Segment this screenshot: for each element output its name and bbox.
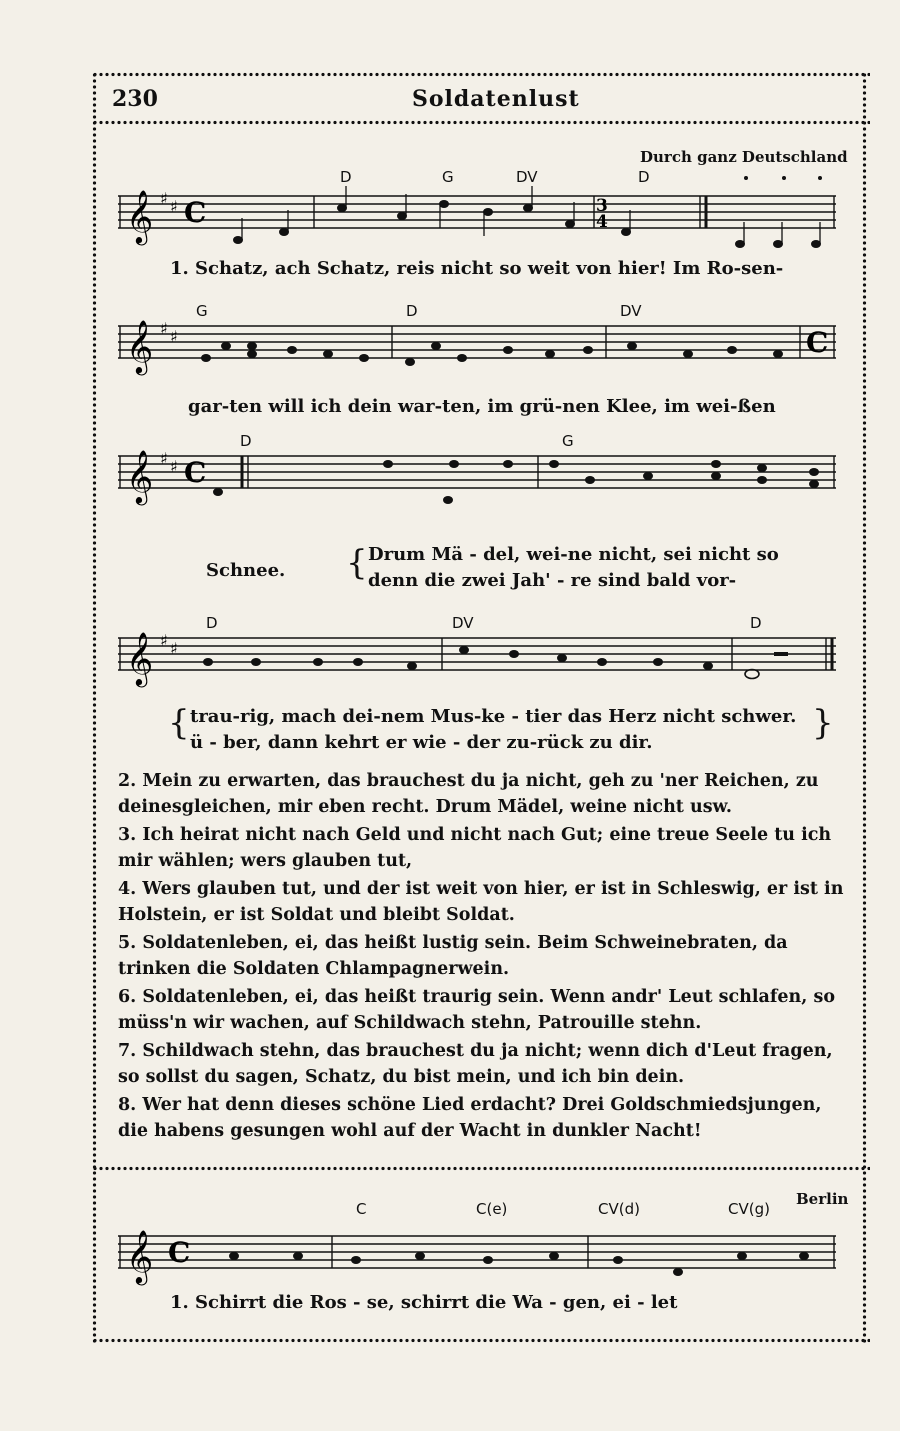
chord: DV <box>516 168 538 186</box>
staff-4 <box>118 612 838 702</box>
svg-text:𝄞: 𝄞 <box>126 1229 154 1283</box>
staff-4-svg <box>118 612 838 702</box>
svg-text:♯: ♯ <box>160 319 168 338</box>
chord: D <box>750 614 762 632</box>
svg-text:C: C <box>184 196 207 229</box>
song2-origin: Berlin <box>796 1190 849 1208</box>
svg-text:4: 4 <box>596 212 608 232</box>
frame-bottom-border <box>92 1338 870 1343</box>
svg-text:♯: ♯ <box>160 449 168 468</box>
svg-text:♯: ♯ <box>170 639 178 658</box>
chord: G <box>196 302 208 320</box>
svg-text:𝄞: 𝄞 <box>126 631 154 685</box>
chord: D <box>406 302 418 320</box>
svg-text:C: C <box>184 456 207 489</box>
lyrics-line: 1. Schatz, ach Schatz, reis nicht so weit von hier! Im Ro-sen- <box>170 258 784 279</box>
svg-text:C: C <box>806 326 829 359</box>
svg-text:♯: ♯ <box>170 327 178 346</box>
frame-right-border <box>862 72 867 1343</box>
running-title: Soldatenlust <box>412 86 580 112</box>
chord: G <box>562 432 574 450</box>
verse-4: 4. Wers glauben tut, und der ist weit von hier, er ist in Schleswig, er ist in Holstein, er ist Soldat und bleibt Soldat. <box>118 879 844 925</box>
chord: CV(d) <box>598 1200 640 1218</box>
chord: D <box>240 432 252 450</box>
staff-3-svg <box>118 430 838 540</box>
staff-5-svg <box>118 1210 838 1300</box>
header-divider <box>92 120 870 125</box>
lyrics-line: Drum Mä - del, wei-ne nicht, sei nicht so <box>368 544 779 565</box>
lyrics-line: trau-rig, mach dei-nem Mus-ke - tier das Herz nicht schwer. <box>190 706 797 727</box>
page-header <box>112 86 852 116</box>
chord: G <box>442 168 454 186</box>
chord: C <box>356 1200 367 1218</box>
chord: C(e) <box>476 1200 508 1218</box>
svg-text:𝄞: 𝄞 <box>126 189 154 243</box>
svg-text:𝄞: 𝄞 <box>126 319 154 373</box>
chord: DV <box>452 614 474 632</box>
svg-text:3: 3 <box>596 196 608 216</box>
verse-2: 2. Mein zu erwarten, das brauchest du ja nicht, geh zu 'ner Reichen, zu deinesgleichen, mir eben recht. Drum Mädel, weine nicht usw. <box>118 771 819 817</box>
song1-origin: Durch ganz Deutschland <box>640 148 848 166</box>
frame-top-border <box>92 72 870 77</box>
section-divider <box>92 1166 870 1171</box>
verse-6: 6. Soldatenleben, ei, das heißt traurig sein. Wenn andr' Leut schlafen, so müss'n wir wachen, auf Schildwach stehn, Patrouille stehn. <box>118 987 835 1033</box>
chord: D <box>638 168 650 186</box>
lyrics-line: ü - ber, dann kehrt er wie - der zu-rück zu dir. <box>190 732 653 753</box>
lyrics-line: gar-ten will ich dein war-ten, im grü-nen Klee, im wei-ßen <box>188 396 776 417</box>
chord: D <box>206 614 218 632</box>
verse-8: 8. Wer hat denn dieses schöne Lied erdacht? Drei Goldschmiedsjungen, die habens gesungen wohl auf der Wacht in dunkler Nacht! <box>118 1095 822 1141</box>
lyrics-brace: { <box>168 703 190 743</box>
verse-5: 5. Soldatenleben, ei, das heißt lustig sein. Beim Schweinebraten, da trinken die Soldaten Chlampagnerwein. <box>118 933 788 979</box>
lyrics-line: denn die zwei Jah' - re sind bald vor- <box>368 570 737 591</box>
lyrics-brace: { <box>346 543 368 583</box>
page-number: 230 <box>112 86 158 112</box>
svg-text:C: C <box>168 1236 191 1269</box>
verse-3: 3. Ich heirat nicht nach Geld und nicht nach Gut; eine treue Seele tu ich mir wählen; wers glauben tut, <box>118 825 832 871</box>
svg-text:𝄞: 𝄞 <box>126 449 154 503</box>
staff-1 <box>118 170 838 270</box>
svg-text:♯: ♯ <box>170 457 178 476</box>
svg-text:♯: ♯ <box>160 189 168 208</box>
chord: DV <box>620 302 642 320</box>
chord: D <box>340 168 352 186</box>
lyrics-brace: } <box>812 703 834 743</box>
staff-2 <box>118 300 838 400</box>
lyrics-lead: Schnee. <box>206 560 286 581</box>
lyrics-line: 1. Schirrt die Ros - se, schirrt die Wa - gen, ei - let <box>170 1292 678 1313</box>
svg-text:♯: ♯ <box>160 631 168 650</box>
frame-left-border <box>92 72 97 1343</box>
verse-7: 7. Schildwach stehn, das brauchest du ja nicht; wenn dich d'Leut fragen, so sollst du sagen, Schatz, du bist mein, und ich bin dein. <box>118 1041 833 1087</box>
staff-2-svg <box>118 300 838 400</box>
staff-3 <box>118 430 838 540</box>
staff-5 <box>118 1210 838 1300</box>
staff-1-svg <box>118 170 838 270</box>
svg-text:♯: ♯ <box>170 197 178 216</box>
chord: CV(g) <box>728 1200 770 1218</box>
